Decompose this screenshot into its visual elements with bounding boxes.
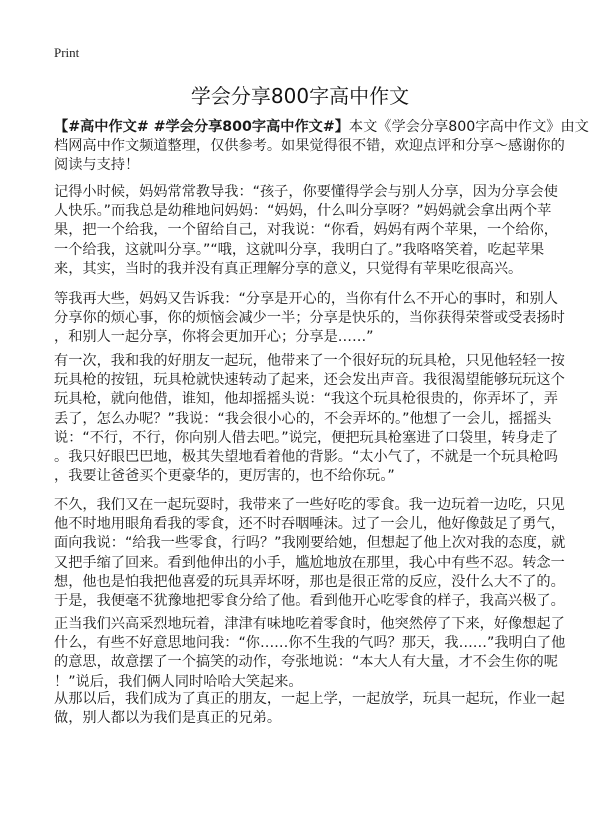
intro-tag: 【#高中作文# #学会分享800字高中作文#】: [54, 119, 349, 135]
intro-line: 档网高中作文频道整理，仅供参考。如果觉得很不错，欢迎点评和分享～感谢你的: [54, 138, 565, 155]
paragraph-line: 果，把一个给我，一个留给自己，对我说：“你看，妈妈有两个苹果，一个给你，: [54, 222, 558, 239]
paragraph-line: ，我要让爸爸买个更豪华的，更厉害的，也不给你玩。”: [54, 468, 395, 485]
paragraph-line: 来，其实，当时的我并没有真正理解分享的意义，只觉得有苹果吃很高兴。: [54, 260, 523, 277]
body-paragraph: [54, 690, 565, 728]
paragraph-line: 等我再大些，妈妈又告诉我：“分享是开心的，当你有什么不开心的事时，和别人: [54, 291, 558, 307]
intro-paragraph: [54, 118, 589, 176]
paragraph-line: 正当我们兴高采烈地玩着，津津有味地吃着零食时，他突然停了下来，好像想起了: [54, 616, 565, 632]
paragraph-line: 玩具枪的按钮，玩具枪就快速转动了起来，还会发出声音。我很渴望能够玩玩这个: [54, 372, 565, 389]
paragraph-line: 玩具枪，就向他借，谁知，他却摇摇头说：“我这个玩具枪很贵的，你弄坏了，弄: [54, 391, 558, 408]
paragraph-line: 面向我说：“给我一些零食，行吗？”我刚要给她，但想起了他上次对我的态度，就: [54, 535, 566, 552]
paragraph-line: 想，他也是怕我把他喜爱的玩具弄坏呀，那也是很正常的反应，没什么大不了的。: [54, 573, 565, 590]
paragraph-line: 一个给我，这就叫分享。”“哦，这就叫分享，我明白了。”我咯咯笑着，吃起苹果: [54, 241, 545, 258]
body-paragraph: [54, 290, 565, 348]
paragraph-line: 做，别人都以为我们是真正的兄弟。: [54, 710, 282, 727]
paragraph-line: ！”说后，我们俩人同时哈哈大笑起来。: [54, 673, 303, 690]
intro-line: 本文《学会分享800字高中作文》由文: [348, 119, 589, 135]
paragraph-line: 有一次，我和我的好朋友一起玩，他带来了一个很好玩的玩具枪，只见他轻轻一按: [54, 353, 565, 369]
body-paragraph: [54, 183, 558, 279]
paragraph-line: 什么，有些不好意思地问我：“你……你不生我的气吗？那天，我……”我明白了他: [54, 635, 566, 652]
body-paragraph: [54, 615, 566, 692]
paragraph-line: 说：“不行，不行，你向别人借去吧。”说完，便把玩具枪塞进了口袋里，转身走了: [54, 429, 559, 446]
paragraph-line: ，和别人一起分享，你将会更加开心；分享是……”: [54, 329, 374, 346]
paragraph-line: 于是，我便毫不犹豫地把零食分给了他。看到他开心吃零食的样子，我高兴极了。: [54, 593, 565, 610]
paragraph-line: 又把手缩了回来。看到他伸出的小手，尴尬地放在那里，我心中有些不忍。转念一: [54, 554, 565, 571]
print-label: Print: [54, 45, 80, 60]
paragraph-line: 的意思，故意摆了一个搞笑的动作，夸张地说：“本大人有大量，才不会生你的呢: [54, 654, 558, 671]
paragraph-line: 不久，我们又在一起玩耍时，我带来了一些好吃的零食。我一边玩着一边吃，只见: [54, 497, 565, 513]
paragraph-line: 他不时地用眼角看我的零食，还不时吞咽唾沫。过了一会儿，他好像鼓足了勇气，: [54, 516, 565, 533]
body-paragraph: [54, 352, 565, 486]
paragraph-line: 分享你的烦心事，你的烦恼会减少一半；分享是快乐的，当你获得荣誉或受表扬时: [54, 310, 565, 327]
body-paragraph: [54, 496, 566, 611]
paragraph-line: 从那以后，我们成为了真正的朋友，一起上学，一起放学，玩具一起玩，作业一起: [54, 691, 565, 707]
page-title: 学会分享800字高中作文: [190, 84, 410, 108]
paragraph-line: 记得小时候，妈妈常常教导我：“孩子，你要懂得学会与别人分享，因为分享会使: [54, 184, 558, 200]
paragraph-line: 丢了，怎么办呢？”我说：“我会很小心的，不会弄坏的。”他想了一会儿，摇摇头: [54, 410, 552, 427]
paragraph-line: 。我只好眼巴巴地，极其失望地看着他的背影。“太小气了，不就是一个玩具枪吗: [54, 449, 558, 466]
intro-line: 阅读与支持！: [54, 157, 140, 174]
paragraph-line: 人快乐。”而我总是幼稚地问妈妈：“妈妈，什么叫分享呀？”妈妈就会拿出两个苹: [54, 203, 552, 220]
